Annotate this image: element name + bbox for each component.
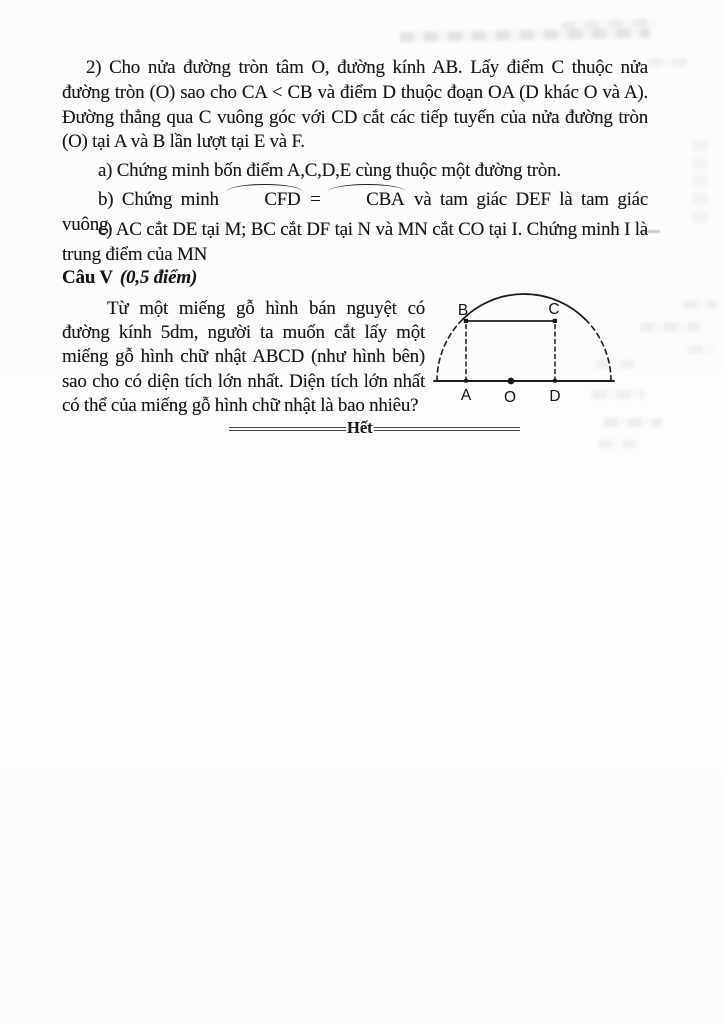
divider-rule-left (229, 427, 346, 430)
cau5-body: Từ một miếng gỗ hình bán nguyệt có đường kính 5dm, người ta muốn cắt lấy một miếng gỗ hình chữ nhật ABCD (như hình bên) sao cho có diện tích lớn nhất. Diện tích lớn nhất có thể của miếng gỗ hình chữ nhật là bao nhiêu? (62, 298, 425, 416)
item-b-suffix: và tam giác DEF là tam giác vuông. (62, 189, 649, 235)
point-d-marker (553, 379, 557, 383)
cau5-points: (0,5 điểm) (119, 267, 198, 288)
figure-label-c: C (548, 301, 560, 318)
scan-artifact (688, 345, 714, 354)
cau5-title: Câu V (62, 267, 113, 288)
scan-artifact (598, 440, 638, 448)
scan-artifact (640, 322, 700, 332)
figure-label-d: D (549, 388, 561, 405)
cau5-heading (62, 267, 197, 289)
arc-top-segment (463, 294, 586, 319)
angle-cba: CBA (329, 187, 405, 212)
scan-artifact (648, 58, 688, 67)
point-a-marker (464, 379, 468, 383)
scan-artifact (604, 418, 662, 427)
scan-artifact (692, 140, 708, 230)
divider-rule-right (374, 427, 520, 430)
figure-label-o: O (503, 389, 517, 406)
semicircle-figure (432, 290, 622, 414)
item-b-prefix: b) Chứng minh (98, 189, 228, 210)
figure-label-b: B (457, 302, 469, 319)
angle-cfd: CFD (227, 187, 301, 212)
scan-artifact (683, 300, 717, 309)
end-label: Hết (347, 418, 373, 437)
problem2-intro: 2) Cho nửa đường tròn tâm O, đường kính AB. Lấy điểm C thuộc nửa đường tròn (O) sao cho CA < CB và điểm D thuộc đoạn OA (D khác O và A). Đường thẳng qua C vuông góc với CD cắt các tiếp tuyến của nửa đường tròn (O) tại A và B lần lượt tại E và F. (62, 57, 648, 153)
end-divider (229, 420, 520, 438)
center-o-dot (508, 378, 515, 385)
item-b-equals: = (301, 189, 330, 210)
point-b-marker (464, 319, 468, 323)
problem2-item-c: c) AC cắt DE tại M; BC cắt DF tại N và MN cắt CO tại I. Chứng minh I là trung điểm của MN (62, 219, 648, 265)
scan-artifact (561, 18, 656, 29)
problem2-item-a: a) Chứng minh bốn điểm A,C,D,E cùng thuộc một đường tròn. (98, 160, 561, 181)
arc-left-segment (437, 320, 463, 382)
scan-artifact (400, 28, 650, 42)
point-c-marker (553, 319, 557, 323)
arc-right-segment (586, 320, 612, 382)
figure-label-a: A (460, 387, 472, 404)
